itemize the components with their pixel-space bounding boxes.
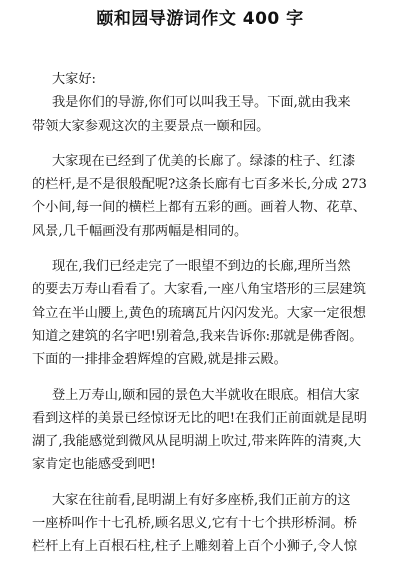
paragraph-line: 风景,几千幅画没有那两幅是相同的。: [32, 223, 248, 239]
document-title: 颐和园导游词作文 400 字: [96, 9, 304, 29]
paragraph-line: 的要去万寿山看看了。大家看,一座八角宝塔形的三层建筑: [32, 282, 366, 298]
paragraph-longevity-hill: [32, 255, 376, 371]
paragraph-line: 看到这样的美景已经惊讶无比的吧!在我们正前面就是昆明: [32, 410, 367, 426]
paragraph-line: 个小间,每一间的横栏上都有五彩的画。画着人物、花草、: [32, 200, 366, 216]
paragraph-line: 知道之建筑的名字吧!别着急,我来告诉你:那就是佛香阁。: [32, 328, 363, 344]
paragraph-bridge: [32, 489, 376, 559]
paragraph-intro: [32, 91, 376, 138]
paragraph-line: 的栏杆,是不是很般配呢?这条长廊有七百多米长,分成 273: [32, 177, 367, 193]
paragraph-line: 大家现在已经到了优美的长廊了。绿漆的柱子、红漆: [52, 153, 356, 169]
paragraph-line: 下面的一排排金碧辉煌的宫殿,就是排云殿。: [32, 352, 287, 368]
greeting-paragraph: [32, 68, 376, 91]
paragraph-line: 耸立在半山腰上,黄色的琉璃瓦片闪闪发光。大家一定很想: [32, 305, 366, 321]
document-body: [32, 68, 376, 571]
paragraph-line: 现在,我们已经走完了一眼望不到边的长廊,理所当然: [52, 259, 351, 275]
paragraph-line: 登上万寿山,颐和园的景色大半就收在眼底。相信大家: [52, 387, 360, 403]
paragraph-line: 家肯定也能感受到吧!: [32, 457, 156, 473]
paragraph-line: 我是你们的导游,你们可以叫我王导。下面,就由我来: [52, 95, 351, 111]
paragraph-line: 一座桥叫作十七孔桥,顾名思义,它有十七个拱形桥洞。桥: [32, 516, 357, 532]
paragraph-view: [32, 384, 376, 477]
paragraph-line: 大家在往前看,昆明湖上有好多座桥,我们正前方的这: [52, 492, 351, 508]
paragraph-long-corridor: [32, 150, 376, 243]
paragraph-line: 带领大家参观这次的主要景点一颐和园。: [32, 118, 270, 134]
paragraph-line: 湖了,我能感觉到微风从昆明湖上吹过,带来阵阵的清爽,大: [32, 434, 362, 450]
paragraph-line: 栏杆上有上百根石柱,柱子上雕刻着上百个小狮子,令人惊: [32, 539, 357, 555]
greeting-line: 大家好:: [52, 72, 97, 87]
